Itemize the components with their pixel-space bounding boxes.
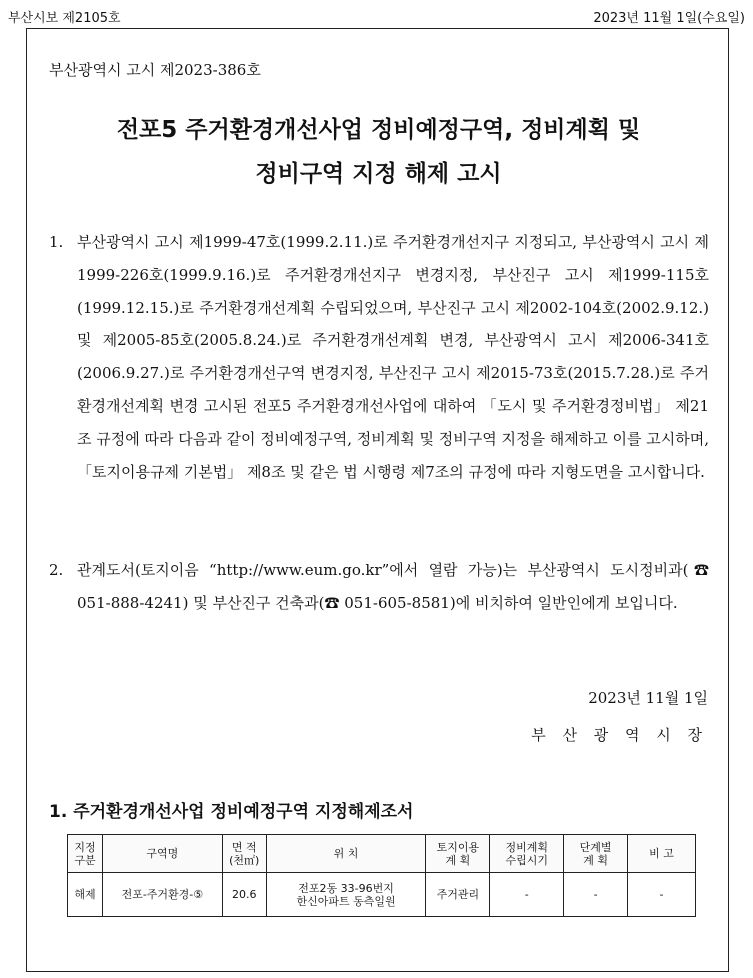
table-cell: 전포-주거환경-⑤ bbox=[102, 873, 222, 917]
table-header-row bbox=[68, 835, 696, 873]
table-header-cell: 지정 구분 bbox=[68, 835, 103, 873]
section-title: 1. 주거환경개선사업 정비예정구역 지정해제조서 bbox=[49, 802, 414, 822]
cancellation-table bbox=[67, 834, 696, 917]
table-header-cell: 비 고 bbox=[628, 835, 696, 873]
table-header-cell: 토지이용 계 획 bbox=[426, 835, 490, 873]
table-header-cell: 면 적 (천㎡) bbox=[222, 835, 266, 873]
notice-item-1 bbox=[49, 226, 709, 488]
table-cell: - bbox=[490, 873, 564, 917]
table-cell: 주거관리 bbox=[426, 873, 490, 917]
table-cell: 20.6 bbox=[222, 873, 266, 917]
notice-signer: 부 산 광 역 시 장 bbox=[531, 726, 708, 744]
table-header-cell: 정비계획 수립시기 bbox=[490, 835, 564, 873]
notice-frame bbox=[26, 28, 729, 972]
item-number: 2. bbox=[49, 561, 64, 579]
table-cell: 해제 bbox=[68, 873, 103, 917]
table-cell: - bbox=[628, 873, 696, 917]
table-header-cell: 단계별 계 획 bbox=[564, 835, 628, 873]
table-header-cell: 위 치 bbox=[266, 835, 426, 873]
item-text: 관계도서(토지이음 “http://www.eum.go.kr”에서 열람 가능)는 부산광역시 도시정비과(☎ 051-888-4241) 및 부산진구 건축과(☎ 051-605-8581)에 비치하여 일반인에게 보입니다. bbox=[77, 561, 709, 612]
item-number: 1. bbox=[49, 233, 64, 251]
table-cell: 전포2동 33-96번지 한신아파트 동측일원 bbox=[266, 873, 426, 917]
notice-number: 부산광역시 고시 제2023-386호 bbox=[49, 61, 261, 79]
table-row bbox=[68, 873, 696, 917]
gazette-issue: 부산시보 제2105호 bbox=[8, 11, 121, 26]
table-header-cell: 구역명 bbox=[102, 835, 222, 873]
gazette-date: 2023년 11월 1일(수요일) bbox=[593, 11, 745, 26]
notice-title-line2: 정비구역 지정 해제 고시 bbox=[255, 161, 502, 187]
notice-title-line1: 전포5 주거환경개선사업 정비예정구역, 정비계획 및 bbox=[116, 117, 641, 143]
gazette-header bbox=[0, 0, 753, 28]
item-text: 부산광역시 고시 제1999-47호(1999.2.11.)로 주거환경개선지구 지정되고, 부산광역시 고시 제1999-226호(1999.9.16.)로 주거환경개선지구 변경지정, 부산진구 고시 제1999-115호(1999.12.15.)로 주거환경개선계획 수립되었으며, 부산진구 고시 제2002-104호(2002.9.12.) 및 제2005-85호(2005.8.24.)로 주거환경개선계획 변경, 부산광역시 고시 제2006-341호(2006.9.27.)로 주거환경개선구역 변경지정, 부산진구 고시 제2015-73호(2015.7.28.)로 주거환경개선계획 변경 고시된 전포5 주거환경개선사업에 대하여 「도시 및 주거환경정비법」 제21조 규정에 따라 다음과 같이 정비예정구역, 정비계획 및 정비구역 지정을 해제하고 이를 고시하며, 「토지이용규제 기본법」 제8조 및 같은 법 시행령 제7조의 규정에 따라 지형도면을 고시합니다. bbox=[77, 233, 709, 481]
notice-date: 2023년 11월 1일 bbox=[588, 689, 708, 707]
notice-item-2 bbox=[49, 554, 709, 620]
table-cell: - bbox=[564, 873, 628, 917]
